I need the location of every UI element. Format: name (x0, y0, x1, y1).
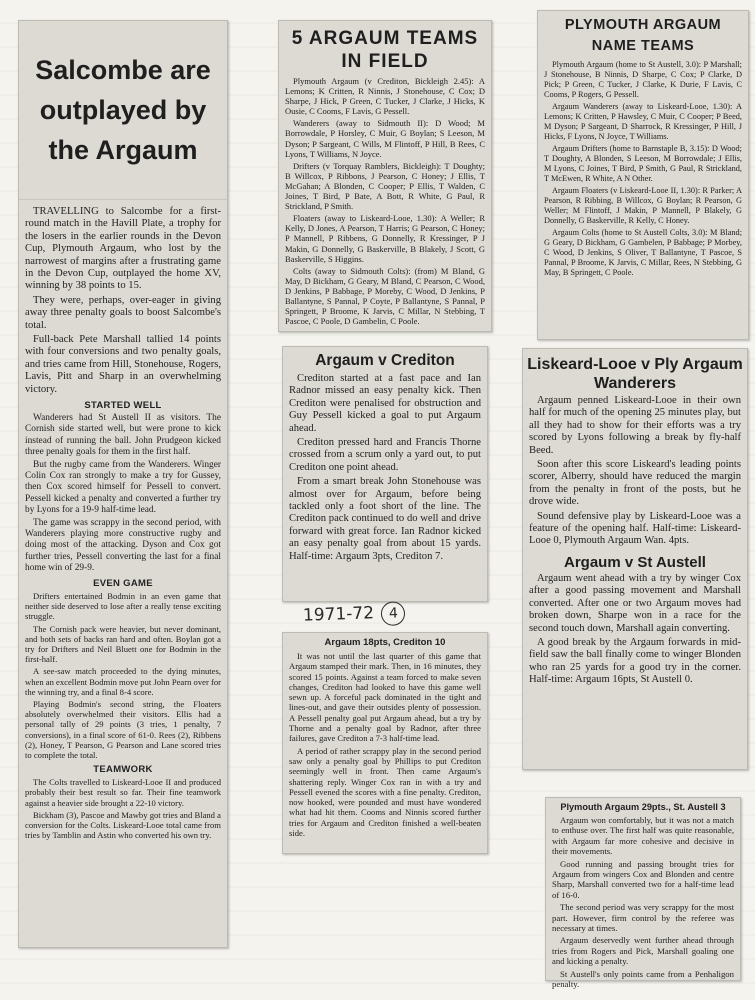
article-paragraph: The game was scrappy in the second period, with Wanderers playing more constructive rugby and doing most of the attacking. Dyson and Cox got further tries, Pessell converting the last for a final home win of 29-9. (25, 517, 221, 573)
salcombe-body-3 (19, 591, 227, 760)
article-paragraph: But the rugby came from the Wanderers. Winger Colin Cox ran strongly to make a try for Gussey, then Cox scored himself for Pessell to convert. Pessell kicked a penalty and converted a further try by Lyons for a 19-9 half-time lead. (25, 459, 221, 515)
team-list: Plymouth Argaum (v Crediton, Bickleigh 2.45): A Lemons; K Critten, R Ninnis, J Stonehouse, C Cox; D Sharpe, J Hick, P Green, C Tucker, J Clarke, J Hicks, K Ousie, C Cooms, F Lavis, G Pessell. (285, 76, 485, 117)
circled-number: 4 (381, 601, 406, 626)
liskeard-body (523, 395, 747, 548)
article-paragraph: Wanderers had St Austell II as visitors. The Cornish side started well, but were prone to kick instead of running the ball. John Prudgeon kicked three penalty goals for them in the first half. (25, 413, 221, 457)
name-teams-clipping (537, 10, 749, 340)
subheading-even-game: EVEN GAME (93, 577, 153, 589)
st-austell-headline: Argaum v St Austell (564, 553, 706, 571)
article-paragraph: They were, perhaps, over-eager in giving away three penalty goals to boost Salcombe's total. (25, 294, 221, 331)
article-paragraph: From a smart break John Stonehouse was almost over for Argaum, before being tackled only a foot short of the line. The Crediton pack continued to do well and drive forward with great force. Ian Radnor kicked an easy penalty goal from about 15 yards. Half-time: Argaum 3pts, Crediton 7. (289, 476, 481, 562)
article-paragraph: Argaum went ahead with a try by winger Cox after a good passing movement and Marshall converted. After one or two Argaum moves had broken down, Sharpe won in a race for the second touch down, Marshall again converting. (529, 572, 741, 634)
salcombe-body-4 (19, 777, 227, 840)
argaum18-clipping (282, 632, 488, 854)
article-paragraph: A good break by the Argaum forwards in mid-field saw the ball finally come to winger Blonden who ran 25 yards for a good try in the corner. Half-time: Argaum 16pts, St Austell 0. (529, 636, 741, 686)
article-paragraph: Sound defensive play by Liskeard-Looe was a feature of the opening half. Half-time: Liskeard-Looe 0, Plymouth Argaum Wan. 4pts. (529, 510, 741, 547)
salcombe-body (19, 200, 227, 396)
name-teams-headline: PLYMOUTH ARGAUM NAME TEAMS (564, 17, 722, 54)
team-list: Argaum Colts (home to St Austell Colts, 3.0): M Bland; G Geary, D Bickham, G Gambelen, P Babbage; P Morbey, C Wood, D Jenkins, S Oliver, T Ballantyne, T Pascoe, S Pannal, P Broome, K Jarvis, C Millar, Rees, N Stebbing, G May, B Springett, C Poole. (544, 228, 742, 277)
article-paragraph: A see-saw match proceeded to the dying minutes, when an excellent Bodmin move put John Pearn over for the winning try, and a final 8-4 score. (25, 666, 221, 697)
team-list: Drifters (v Torquay Ramblers, Bickleigh): T Doughty; B Willcox, P Ribbons, J Pearson, C Honey; J Ellis, T McGahan; A Blonden, C Cooper; P Ellis, T Walden, C Joines, T Bird, P Bate, A Bott, R White, G Paul, R Strickland, P Smith. (285, 160, 485, 212)
article-paragraph: The second period was very scrappy for the most part. However, firm control by the referee was necessary at times. (552, 902, 734, 934)
liskeard-headline: Liskeard-Looe v Ply Argaum Wanderers (527, 356, 743, 392)
handwritten-date-note (303, 601, 406, 629)
team-list: Argaum Wanderers (away to Liskeard-Looe, 1.30): A Lemons; K Critten, P Hawsley, C Muir, C Cooper; P Beed, M Dyson; P Sargeant, D Sharrock, R Kressinger, P Hill, J Hicks, F Lyons, N Joyce, T Williams. (544, 102, 742, 141)
crediton-clipping (282, 346, 488, 602)
salcombe-headline-box (19, 21, 227, 200)
article-paragraph: The Colts travelled to Liskeard-Looe II and produced probably their best result so far. Their fine teamwork against a heavier side brought a 22-10 victory. (25, 777, 221, 808)
liskeard-clipping (522, 348, 748, 770)
five-teams-clipping (278, 20, 492, 332)
handwritten-year: 1971-72 (302, 603, 375, 626)
article-paragraph: The Cornish pack were heavier, but never dominant, and both sets of backs ran hard and often. Boylan got a try for Drifters and Neil Bluett one for Bodmin in the first-half. (25, 623, 221, 665)
crediton-headline: Argaum v Crediton (315, 352, 455, 369)
st-austell-result-body (546, 815, 740, 990)
salcombe-headline: Salcombe are outplayed by the Argaum (35, 55, 211, 165)
article-paragraph: St Austell's only points came from a Penhaligon penalty. (552, 968, 734, 990)
subheading-teamwork: TEAMWORK (93, 764, 153, 776)
team-list: Wanderers (away to Sidmouth II): D Wood; M Borrowdale, P Horsley, C Muir, G Boylan; S Leeson, M Dyson; P Sargeant, C Wills, M Flintoff, P Hill, B Rees, C Lyons, T Williams, N Joyce. (285, 118, 485, 159)
article-paragraph: Bickham (3), Pascoe and Mawby got tries and Bland a conversion for the Colts. Liskeard-Looe total came from tries by Tamblin and Astin who converted his own try. (25, 809, 221, 841)
st-austell-body (523, 573, 747, 687)
five-teams-headline: 5 ARGAUM TEAMS IN FIELD (291, 28, 479, 72)
article-paragraph: A period of rather scrappy play in the second period saw only a penalty goal by Phillips to put Crediton seemingly well in front. Then came Argaum's shattering reply. Winger Cox ran in with a try and Pessell evened the scores with a fine penalty. Crediton, now hooked, were pounded and must have wondered what had hit them. Cooms and Ninnis scored further tries for Argaum and Crediton finished a well-beaten side. (289, 745, 481, 839)
argaum18-headline: Argaum 18pts, Crediton 10 (324, 637, 446, 648)
st-austell-result-clipping (545, 797, 741, 990)
article-paragraph: Full-back Pete Marshall tallied 14 points with four conversions and two penalty goals, and tries came from Hill, Stonehouse, Rogers, Lavis, Pitt and Sharp in an overwhelming victory. (25, 334, 221, 395)
name-teams-body (538, 60, 748, 278)
article-paragraph: Drifters entertained Bodmin in an even game that neither side deserved to lose after a really tense exciting struggle. (25, 590, 221, 622)
article-paragraph: Argaum deservedly went further ahead through tries from Rogers and Pick, Marshall goaling one and kicking a penalty. (552, 935, 734, 967)
five-teams-body (279, 76, 491, 326)
subheading-started-well: STARTED WELL (84, 400, 162, 412)
crediton-body (283, 373, 487, 563)
article-paragraph: Crediton started at a fast pace and Ian Radnor missed an easy penalty kick. Then Crediton were penalised for obstruction and Guy Pessell kicked a goal to put Argaum ahead. (289, 373, 481, 434)
article-paragraph: Crediton pressed hard and Francis Thorne crossed from a scrum only a yard out, to put Crediton one point ahead. (289, 437, 481, 473)
article-paragraph: Argaum penned Liskeard-Looe in their own half for much of the opening 25 minutes play, but all they had to show for their efforts was a try scored by Lyons following a break by fly-half Beed. (529, 395, 741, 456)
team-list: Argaum Floaters (v Liskeard-Looe II, 1.30): R Parker; A Pearson, R Ribbing, B Willcox, G Boylan; R Pearson, G Weller; M Flintoff, J Makin, P Mannell, P Blakely, G Donnelly, G Baskerville, R Kelly, C Honey. (544, 186, 742, 225)
article-paragraph: Playing Bodmin's second string, the Floaters absolutely overwhelmed their visitors. Ellis had a personal tally of 29 points (3 tries, 1 penalty, 7 conversions), in a final score of 61-0. Rees (2), Ribbens (2), Honey, T Pearson, G Pearson and Lane scored tries to complete the total. (25, 698, 221, 760)
team-list: Plymouth Argaum (home to St Austell, 3.0): P Marshall; J Stonehouse, B Ninnis, D Sharpe, C Cox; P Clarke, D Pick; P Green, C Tucker, J Clarke, K Durie, F Lavis, C Cooms, P Rogers, G Pessell. (544, 60, 742, 99)
team-list: Colts (away to Sidmouth Colts): (from) M Bland, G May, D Bickham, G Geary, M Bland, C Pearson, C Wood, D Jenkins, P Babbage, P Moreby, C Wood, D Jenkins, P Ballantyne, S Pannal, P Coyte, P Ballantyne, S Pannal, P Springett, P Broome, K Jarvis, C Millar, N Stebbing, T Pascoe, C Poole, D Gambelin, C Poole. (285, 265, 485, 327)
article-paragraph: Argaum won comfortably, but it was not a match to enthuse over. The first half was quite reasonable, with Argaum far more cohesive and decisive in their movements. (552, 815, 734, 857)
article-paragraph: TRAVELLING to Salcombe for a first-round match in the Havill Plate, a trophy for the losers in the earlier rounds in the Devon Cup, Plymouth Argaum, who lost by the narrowest of margins after a frustrating game in the Devon Cup, outplayed the home XV, winning by 38 points to 15. (25, 206, 221, 292)
team-list: Argaum Drifters (home to Barnstaple B, 3.15): D Wood; T Doughty, A Blonden, S Leeson, M Borrowdale; J Ellis, M Lyons, C Joines, T Bird, P Smith, G Paul, R Strickland, T McEwen, R White, A N Other. (544, 144, 742, 183)
article-paragraph: Soon after this score Liskeard's leading points scorer, Alberry, should have reduced the margin from the penalty in front of the posts, but he drove wide. (529, 459, 741, 508)
article-paragraph: Good running and passing brought tries for Argaum from wingers Cox and Blonden and centre Sharp, Marshall converted two for a half-time lead of 16-0. (552, 858, 734, 900)
salcombe-clipping (18, 20, 228, 948)
st-austell-result-headline: Plymouth Argaum 29pts., St. Austell 3 (560, 802, 726, 812)
salcombe-body-2 (19, 413, 227, 574)
article-paragraph: It was not until the last quarter of this game that Argaum stamped their mark. Then, in 16 minutes, they scored 15 points. Against a team forced to make seven changes, Crediton had looked to have this game well sewn up. A forceful pack dominated in the tight and lines-out, and gave their outsides plenty of possession. A Pessell penalty goal put Argaum ahead, but a try by Thorne and a penalty goal by Radnor, after three failures, gave Crediton a 7-3 half-time lead. (289, 651, 481, 744)
argaum18-body (283, 651, 487, 838)
team-list: Floaters (away to Liskeard-Looe, 1.30): A Weller; R Kelly, D Jones, A Pearson, T Harris; G Pearson, C Honey; P Mannell, P Ribbens, G Donnelly, R Kressinger, P J Makin, G Donnelly, G Baskerville, B Blakely, J Scott, G Baskerville, S Higgins. (285, 213, 485, 264)
